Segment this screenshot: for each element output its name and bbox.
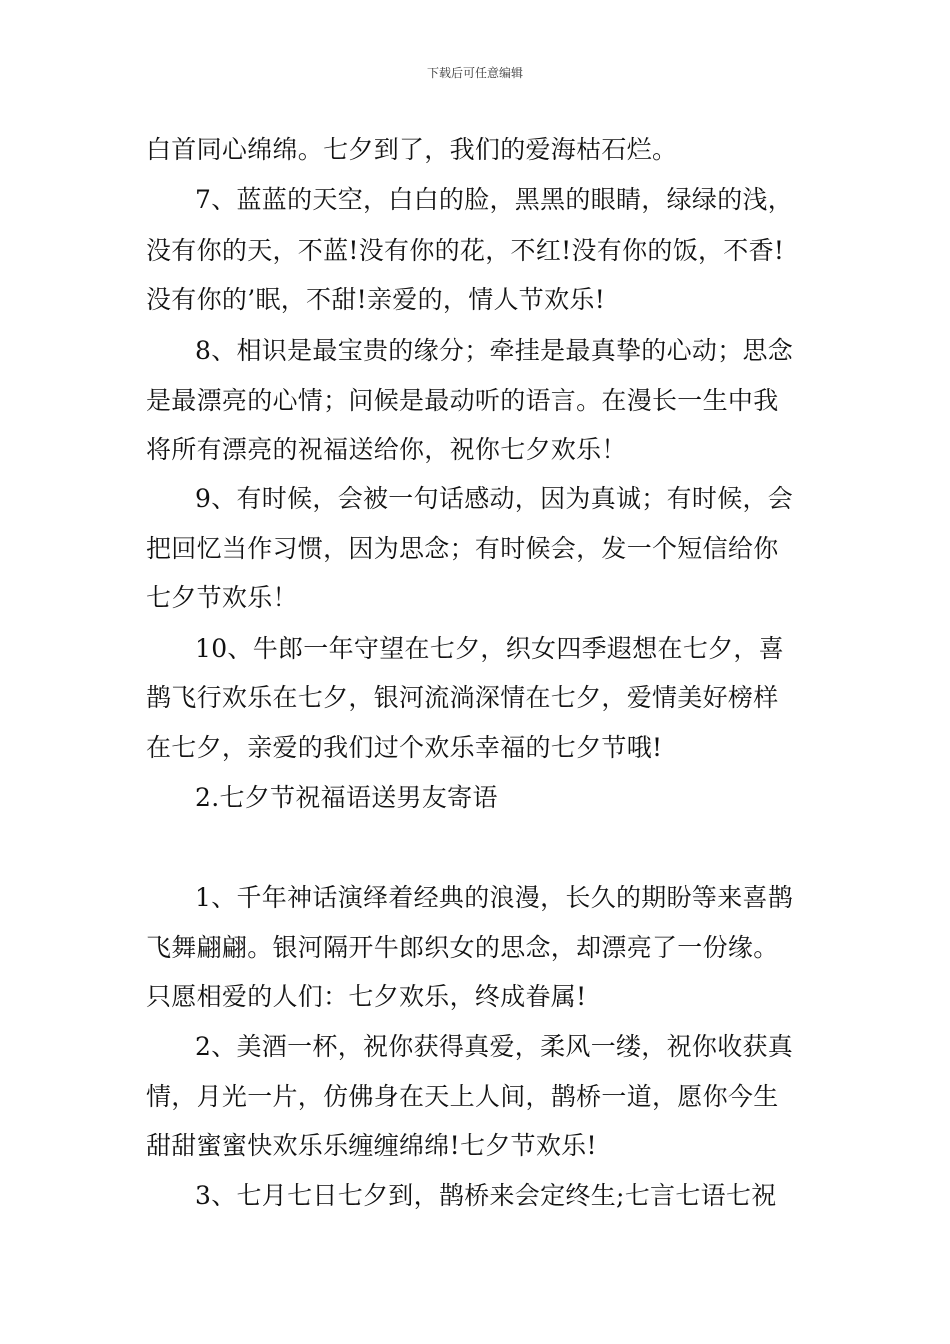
text-line: 将所有漂亮的祝福送给你，祝你七夕欢乐！	[146, 435, 627, 464]
text-line: 是最漂亮的心情；问候是最动听的语言。在漫长一生中我	[146, 386, 779, 415]
text-line: 情，月光一片，仿佛身在天上人间，鹊桥一道，愿你今生	[146, 1082, 779, 1111]
text-line: 10、牛郎一年守望在七夕，织女四季遐想在七夕，喜	[195, 634, 785, 663]
text-line: 2、美酒一杯，祝你获得真爱，柔风一缕，祝你收获真	[195, 1032, 794, 1061]
text-line: 鹊飞行欢乐在七夕，银河流淌深情在七夕，爱情美好榜样	[146, 683, 779, 712]
text-line: 7、蓝蓝的天空，白白的脸，黑黑的眼睛，绿绿的浅，	[195, 185, 794, 214]
text-line: 在七夕，亲爱的我们过个欢乐幸福的七夕节哦!	[146, 733, 663, 762]
text-line: 只愿相爱的人们：七夕欢乐，终成眷属!	[146, 982, 587, 1011]
text-line: 甜甜蜜蜜快欢乐乐缠缠绵绵!七夕节欢乐!	[146, 1131, 597, 1160]
section-heading: 2.七夕节祝福语送男友寄语	[195, 783, 498, 812]
text-line: 8、相识是最宝贵的缘分；牵挂是最真挚的心动；思念	[195, 336, 794, 365]
text-line: 1、千年神话演绎着经典的浪漫，长久的期盼等来喜鹊	[195, 883, 794, 912]
text-line: 白首同心绵绵。七夕到了，我们的爱海枯石烂。	[146, 135, 678, 164]
text-line: 9、有时候，会被一句话感动，因为真诚；有时候，会	[195, 484, 794, 513]
text-line: 飞舞翩翩。银河隔开牛郎织女的思念，却漂亮了一份缘。	[146, 933, 779, 962]
text-line: 没有你的天，不蓝!没有你的花，不红!没有你的饭，不香!	[146, 236, 785, 265]
text-line: 七夕节欢乐！	[146, 583, 298, 612]
page-header: 下载后可任意编辑	[426, 66, 523, 80]
text-line: 3、七月七日七夕到，鹊桥来会定终生;七言七语七祝	[195, 1181, 777, 1210]
text-line: 没有你的’眠，不甜!亲爱的，情人节欢乐!	[146, 285, 606, 314]
text-line: 把回忆当作习惯，因为思念；有时候会，发一个短信给你	[146, 534, 779, 563]
